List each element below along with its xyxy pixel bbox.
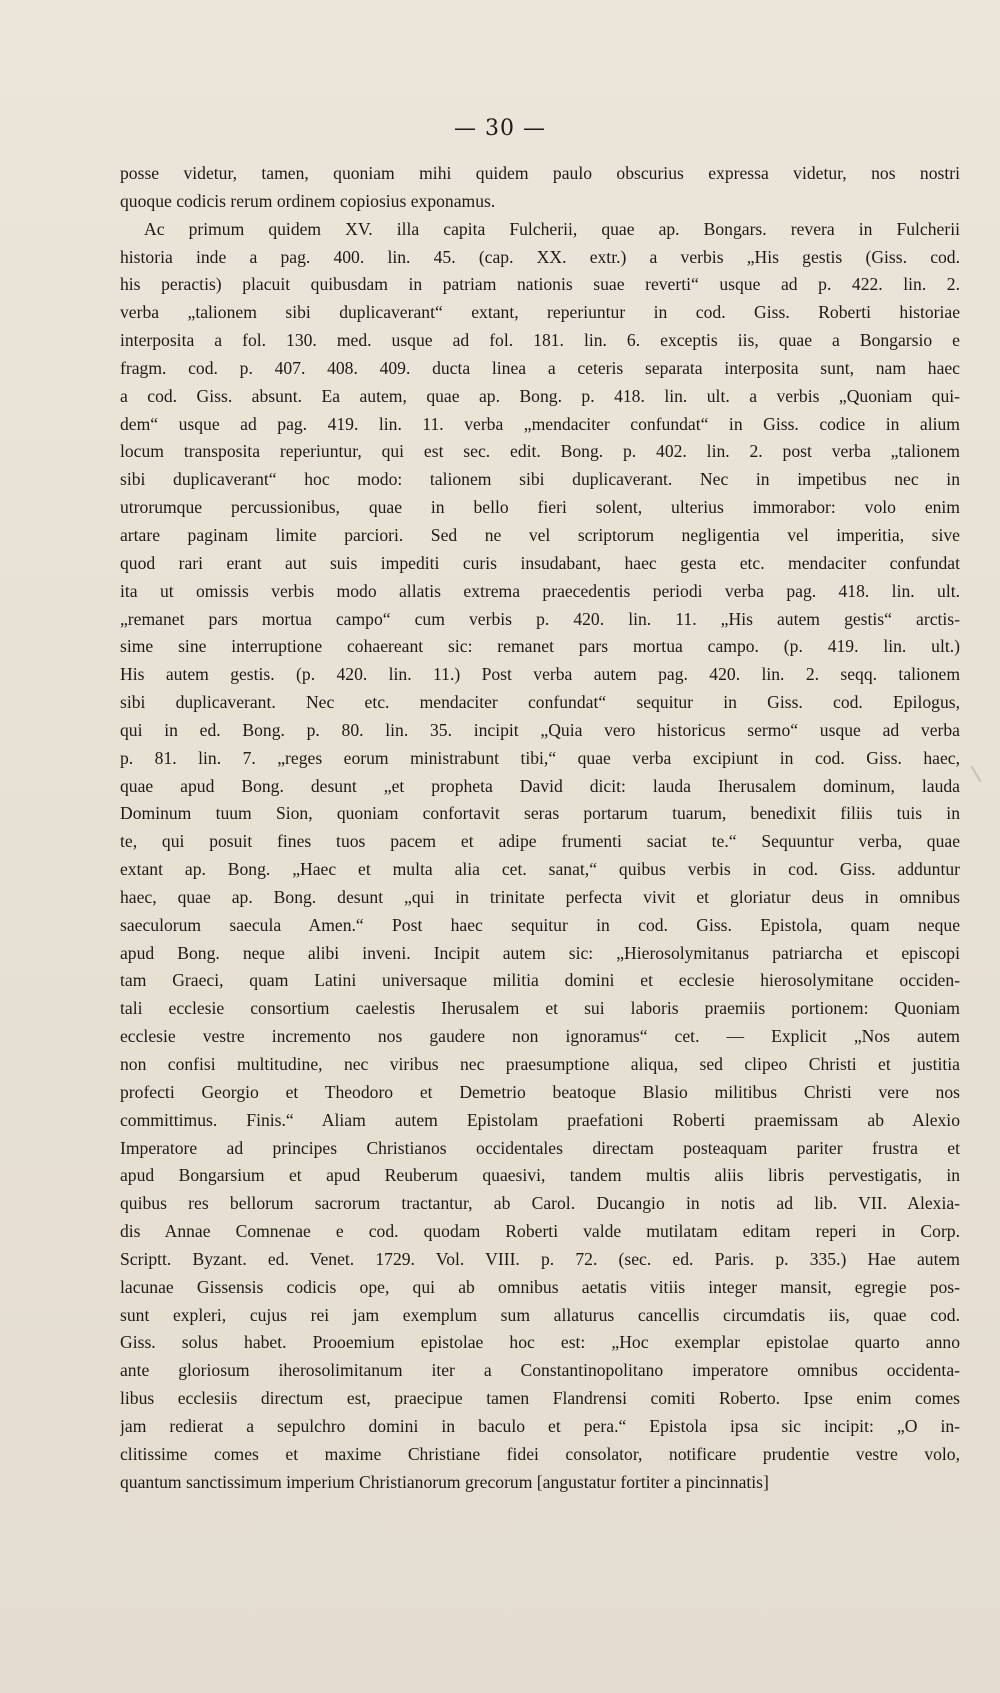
text-line: Imperatore ad principes Christianos occidentales directam posteaquam pariter frustra et bbox=[120, 1137, 960, 1158]
text-line: committimus. Finis.“ Aliam autem Epistolam praefationi Roberti praemissam ab Alexio bbox=[120, 1109, 960, 1130]
page-number: — 30 — bbox=[454, 116, 546, 141]
text-line: apud Bong. neque alibi inveni. Incipit autem sic: „Hierosolymitanus patriarcha et episcopi bbox=[120, 942, 960, 963]
text-line: artare paginam limite parciori. Sed ne vel scriptorum negligentia vel imperitia, sive bbox=[120, 524, 960, 545]
text-line: p. 81. lin. 7. „reges eorum ministrabunt tibi,“ quae verba excipiunt in cod. Giss. haec, bbox=[120, 747, 960, 768]
text-line: Dominum tuum Sion, quoniam confortavit seras portarum tuarum, benedixit filiis tuis in bbox=[120, 803, 960, 824]
text-line: ante gloriosum iherosolimitanum iter a Constantinopolitano imperatore omnibus occidenta- bbox=[120, 1360, 960, 1381]
text-line: verba „talionem sibi duplicaverant“ extant, reperiuntur in cod. Giss. Roberti historiae bbox=[120, 302, 960, 323]
text-line: Ac primum quidem XV. illa capita Fulcherii, quae ap. Bongars. revera in Fulcherii bbox=[144, 218, 960, 239]
text-line: sunt expleri, cujus rei jam exemplum sum allaturus cancellis circumdatis iis, quae cod. bbox=[120, 1304, 960, 1325]
text-line: apud Bongarsium et apud Reuberum quaesivi, tandem multis aliis libris pervestigatis, in bbox=[120, 1165, 960, 1186]
text-line: sime sine interruptione cohaereant sic: remanet pars mortua campo. (p. 419. lin. ult.) bbox=[120, 636, 960, 657]
text-line: quibus res bellorum sacrorum tractantur, ab Carol. Ducangio in notis ad lib. VII. Alexia- bbox=[120, 1193, 960, 1214]
text-line: extant ap. Bong. „Haec et multa alia cet. sanat,“ quibus verbis in cod. Giss. adduntur bbox=[120, 859, 960, 880]
text-line: interposita a fol. 130. med. usque ad fol. 181. lin. 6. exceptis iis, quae a Bongarsio e bbox=[120, 330, 960, 351]
text-line: ecclesie vestre incremento nos gaudere non ignoramus“ cet. — Explicit „Nos autem bbox=[120, 1026, 960, 1047]
text-line: locum transposita reperiuntur, qui est sec. edit. Bong. p. 402. lin. 2. post verba „talionem bbox=[120, 441, 960, 462]
text-line: lacunae Gissensis codicis ope, qui ab omnibus aetatis vitiis integer mansit, egregie pos- bbox=[120, 1276, 960, 1297]
text-line: „remanet pars mortua campo“ cum verbis p. 420. lin. 11. „His autem gestis“ arctis- bbox=[120, 608, 960, 629]
text-line: quantum sanctissimum imperium Christianorum grecorum [angustatur fortiter a pincinnatis] bbox=[120, 1471, 769, 1492]
text-line: fragm. cod. p. 407. 408. 409. ducta linea a ceteris separata interposita sunt, nam haec bbox=[120, 357, 960, 378]
text-line: Scriptt. Byzant. ed. Venet. 1729. Vol. VIII. p. 72. (sec. ed. Paris. p. 335.) Hae autem bbox=[120, 1248, 960, 1269]
pencil-mark bbox=[971, 766, 982, 783]
text-line: historia inde a pag. 400. lin. 45. (cap. XX. extr.) a verbis „His gestis (Giss. cod. bbox=[120, 246, 960, 267]
text-line: Giss. solus habet. Prooemium epistolae hoc est: „Hoc exemplar epistolae quarto anno bbox=[120, 1332, 960, 1353]
text-line: a cod. Giss. absunt. Ea autem, quae ap. Bong. p. 418. lin. ult. a verbis „Quoniam qui- bbox=[120, 385, 960, 406]
text-line: sibi duplicaverant“ hoc modo: talionem sibi duplicaverant. Nec in impetibus nec in bbox=[120, 469, 960, 490]
text-line: saeculorum saecula Amen.“ Post haec sequitur in cod. Giss. Epistola, quam neque bbox=[120, 914, 960, 935]
text-line: profecti Georgio et Theodoro et Demetrio beatoque Blasio militibus Christi vere nos bbox=[120, 1081, 960, 1102]
text-line: quod rari erant aut suis impediti curis insudabant, haec gesta etc. mendaciter confundat bbox=[120, 552, 960, 573]
text-line: clitissime comes et maxime Christiane fidei consolator, notificare prudentie vestre volo, bbox=[120, 1443, 960, 1464]
text-line: tali ecclesie consortium caelestis Iherusalem et sui laboris praemiis portionem: Quoniam bbox=[120, 998, 960, 1019]
text-line: non confisi multitudine, nec viribus nec praesumptione aliqua, sed clipeo Christi et justitia bbox=[120, 1054, 960, 1074]
text-line: quoque codicis rerum ordinem copiosius exponamus. bbox=[120, 190, 496, 211]
text-line: haec, quae ap. Bong. desunt „qui in trinitate perfecta vivit et gloriatur deus in omnibus bbox=[120, 886, 960, 907]
text-line: tam Graeci, quam Latini universaque militia domini et ecclesie hierosolymitane occiden- bbox=[120, 970, 960, 991]
text-line: posse videtur, tamen, quoniam mihi quidem paulo obscurius expressa videtur, nos nostri bbox=[120, 163, 960, 183]
text-line: sibi duplicaverant. Nec etc. mendaciter confundat“ sequitur in Giss. cod. Epilogus, bbox=[120, 692, 960, 713]
text-line: dem“ usque ad pag. 419. lin. 11. verba „mendaciter confundat“ in Giss. codice in alium bbox=[120, 413, 960, 434]
text-line: quae apud Bong. desunt „et propheta David dicit: lauda Iherusalem dominum, lauda bbox=[120, 775, 960, 796]
text-line: libus ecclesiis directum est, praecipue tamen Flandrensi comiti Roberto. Ipse enim comes bbox=[120, 1388, 960, 1409]
text-line: utrorumque percussionibus, quae in bello fieri solent, ulterius immorabor: volo enim bbox=[120, 497, 960, 518]
text-line: His autem gestis. (p. 420. lin. 11.) Post verba autem pag. 420. lin. 2. seqq. talionem bbox=[120, 664, 960, 685]
body-text bbox=[120, 160, 960, 1497]
text-line: te, qui posuit fines tuos pacem et adipe frumenti saciat te.“ Sequuntur verba, quae bbox=[120, 831, 960, 852]
text-line: ita ut omissis verbis modo allatis extrema praecedentis periodi verba pag. 418. lin. ult. bbox=[120, 580, 960, 601]
text-line: his peractis) placuit quibusdam in patriam nationis suae reverti“ usque ad p. 422. lin. 2. bbox=[120, 274, 960, 295]
text-line: qui in ed. Bong. p. 80. lin. 35. incipit „Quia vero historicus sermo“ usque ad verba bbox=[120, 719, 960, 740]
text-line: jam redierat a sepulchro domini in baculo et pera.“ Epistola ipsa sic incipit: „O in- bbox=[120, 1415, 960, 1436]
text-line: dis Annae Comnenae e cod. quodam Roberti valde mutilatam editam reperi in Corp. bbox=[120, 1221, 960, 1242]
